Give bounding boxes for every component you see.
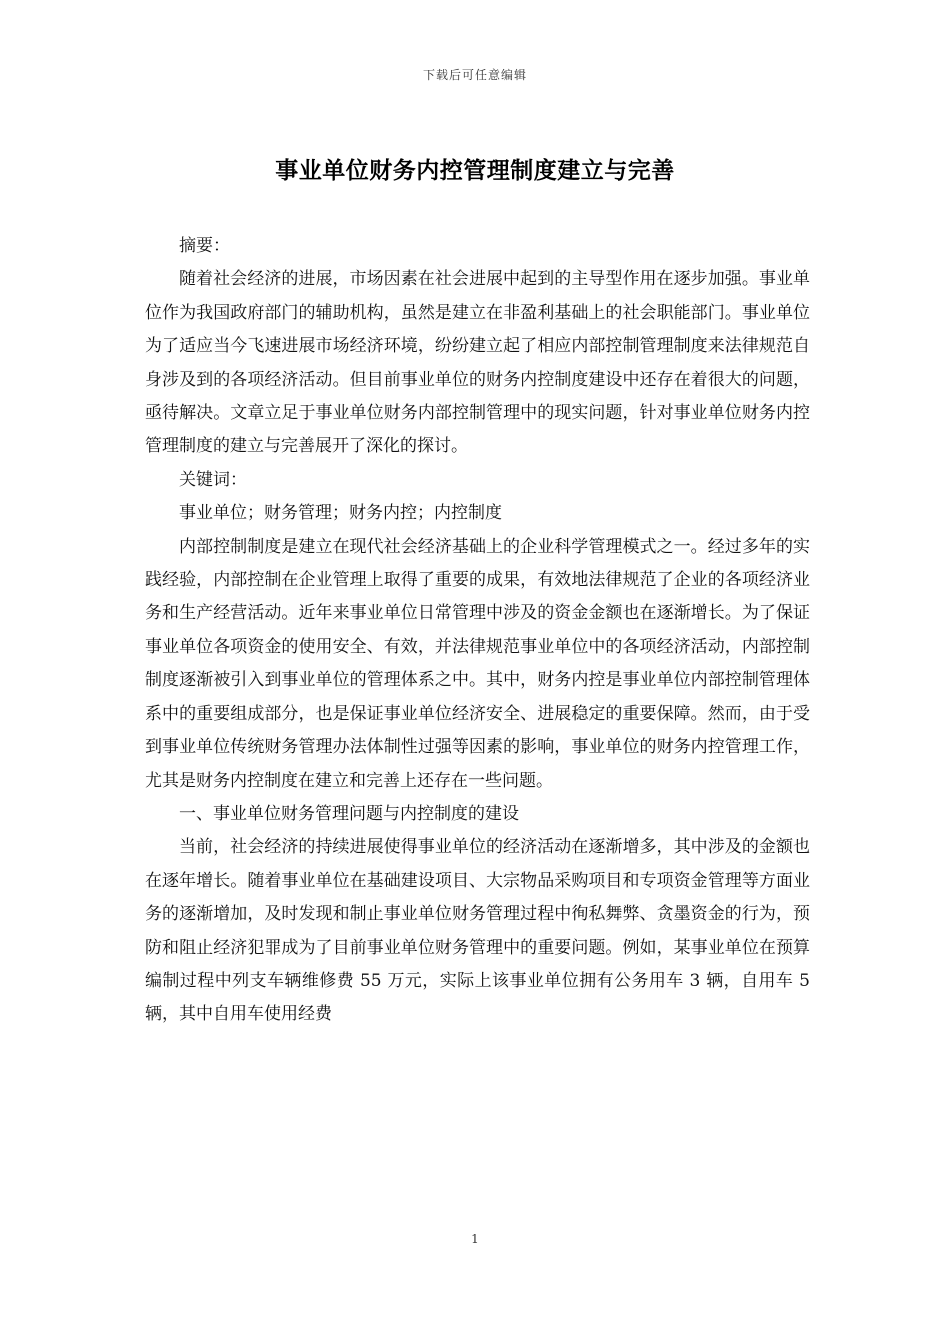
keywords-list: 事业单位；财务管理；财务内控；内控制度 xyxy=(179,503,502,524)
document-title: 事业单位财务内控管理制度建立与完善 xyxy=(275,158,675,184)
abstract-paragraph: 随着社会经济的进展，市场因素在社会进展中起到的主导型作用在逐步加强。事业单位作为我国政府部门的辅助机构，虽然是建立在非盈利基础上的社会职能部门。事业单位为了适应当今飞速进展市场经济环境，纷纷建立起了相应内部控制管理制度来法律规范自身涉及到的各项经济活动。但目前事业单位的财务内控制度建设中还存在着很大的问题，亟待解决。文章立足于事业单位财务内部控制管理中的现实问题，针对事业单位财务内控管理制度的建立与完善展开了深化的探讨。 xyxy=(145,269,810,457)
abstract-label: 摘要： xyxy=(179,236,230,256)
section-1-paragraph: 当前，社会经济的持续进展使得事业单位的经济活动在逐渐增多，其中涉及的金额也在逐年增长。随着事业单位在基础建设项目、大宗物品采购项目和专项资金管理等方面业务的逐渐增加，及时发现和制止事业单位财务管理过程中徇私舞弊、贪墨资金的行为，预防和阻止经济犯罪成为了目前事业单位财务管理中的重要问题。例如，某事业单位在预算编制过程中列支车辆维修费 55 万元，实际上该事业单位拥有公务用车 3 辆，自用车 5 辆，其中自用车使用经费 xyxy=(145,837,810,1025)
page-number: 1 xyxy=(471,1232,479,1246)
document-body xyxy=(145,230,810,1032)
keywords-label: 关键词： xyxy=(179,469,247,490)
intro-paragraph: 内部控制制度是建立在现代社会经济基础上的企业科学管理模式之一。经过多年的实践经验，内部控制在企业管理上取得了重要的成果，有效地法律规范了企业的各项经济业务和生产经营活动。近年来事业单位日常管理中涉及的资金金额也在逐渐增长。为了保证事业单位各项资金的使用安全、有效，并法律规范事业单位中的各项经济活动，内部控制制度逐渐被引入到事业单位的管理体系之中。其中，财务内控是事业单位内部控制管理体系中的重要组成部分，也是保证事业单位经济安全、进展稳定的重要保障。然而，由于受到事业单位传统财务管理办法体制性过强等因素的影响，事业单位的财务内控管理工作，尤其是财务内控制度在建立和完善上还存在一些问题。 xyxy=(145,536,810,791)
page-header-note: 下载后可任意编辑 xyxy=(422,68,527,82)
section-heading-1: 一、事业单位财务管理问题与内控制度的建设 xyxy=(179,803,519,824)
